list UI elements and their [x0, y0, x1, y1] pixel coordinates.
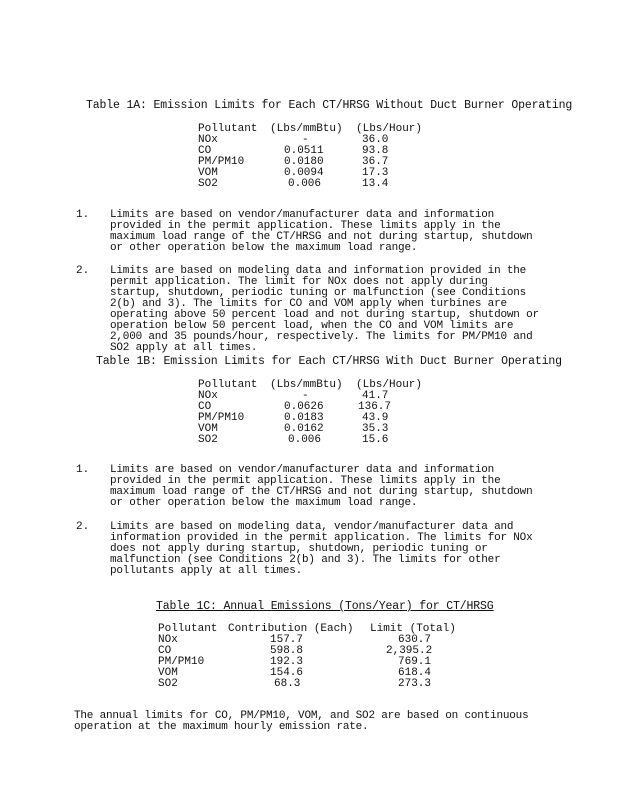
annual-footer-text: The annual limits for CO, PM/PM10, VOM, and SO2 are based on continuous operation at the maximum hourly emission rate.	[74, 710, 529, 733]
table-1b-title: Table 1B: Emission Limits for Each CT/HRSG With Duct Burner Operating	[96, 355, 562, 368]
note-text: Limits are based on modeling data, vendor/manufacturer data and information provided in the permit application. The limits for NOx does not apply during startup, shutdown, periodic tuning or malfunction (see Conditions 2(b) and 3). The limits for other pollutants apply at all times.	[110, 521, 533, 577]
hourly-cell: 13.4	[362, 178, 389, 190]
table-header-cell: (Lbs/mmBtu)	[270, 123, 343, 135]
contribution-cell: 598.8	[270, 645, 304, 657]
pollutant-cell: SO2	[198, 434, 218, 446]
table-header-cell: Pollutant	[198, 379, 258, 391]
rate-cell: 0.0183	[284, 412, 324, 424]
rate-cell: 0.0180	[284, 156, 324, 168]
table-1c-title: Table 1C: Annual Emissions (Tons/Year) for CT/HRSG	[156, 600, 494, 613]
contribution-cell: 68.3	[274, 678, 301, 690]
hourly-cell: 93.8	[362, 145, 389, 157]
pollutant-cell: CO	[158, 645, 172, 657]
table-1a-title: Table 1A: Emission Limits for Each CT/HRSG Without Duct Burner Operating	[86, 99, 573, 112]
rate-cell: -	[302, 134, 309, 146]
pollutant-cell: VOM	[198, 167, 218, 179]
pollutant-cell: NOx	[158, 634, 178, 646]
hourly-cell: 41.7	[362, 390, 389, 402]
table-header-cell: Contribution (Each)	[228, 623, 354, 635]
rate-cell: 0.006	[288, 178, 322, 190]
hourly-cell: 17.3	[362, 167, 389, 179]
note-text: Limits are based on vendor/manufacturer data and information provided in the permit application. These limits apply in the maximum load range of the CT/HRSG and not during startup, shutdown or other operation below the maximum load range.	[110, 209, 533, 254]
pollutant-cell: SO2	[198, 178, 218, 190]
hourly-cell: 36.7	[362, 156, 389, 168]
note-text: Limits are based on vendor/manufacturer data and information provided in the permit application. These limits apply in the maximum load range of the CT/HRSG and not during startup, shutdown or other operation below the maximum load range.	[110, 464, 533, 509]
table-1c	[158, 624, 478, 690]
note-text: Limits are based on modeling data and information provided in the permit application. The limit for NOx does not apply during startup, shutdown, periodic tuning or malfunction (see Conditions 2(b) and 3). The limits for CO and VOM apply when turbines are operating above 50 percent load and not during startup, shutdown or operation below 50 percent load, when the CO and VOM limits are 2,000 and 35 pounds/hour, respectively. The limits for PM/PM10 and SO2 apply at all times.	[110, 265, 539, 354]
note-number: 2.	[76, 521, 90, 533]
pollutant-cell: VOM	[158, 667, 178, 679]
pollutant-cell: VOM	[198, 423, 218, 435]
note-number: 1.	[76, 209, 90, 221]
table-header-cell: (Lbs/Hour)	[356, 379, 423, 391]
pollutant-cell: SO2	[158, 678, 178, 690]
table-1b	[198, 380, 438, 446]
pollutant-cell: NOx	[198, 134, 218, 146]
rate-cell: 0.0162	[284, 423, 324, 435]
contribution-cell: 154.6	[270, 667, 304, 679]
pollutant-cell: PM/PM10	[198, 412, 245, 424]
contribution-cell: 157.7	[270, 634, 304, 646]
limit-cell: 618.4	[398, 667, 432, 679]
pollutant-cell: PM/PM10	[198, 156, 245, 168]
limit-cell: 2,395.2	[386, 645, 433, 657]
rate-cell: 0.0626	[284, 401, 324, 413]
pollutant-cell: CO	[198, 145, 212, 157]
limit-cell: 273.3	[398, 678, 432, 690]
rate-cell: -	[302, 390, 309, 402]
pollutant-cell: PM/PM10	[158, 656, 205, 668]
table-header-cell: (Lbs/Hour)	[356, 123, 423, 135]
limit-cell: 769.1	[398, 656, 432, 668]
pollutant-cell: CO	[198, 401, 212, 413]
table-1a	[198, 124, 438, 190]
table-header-cell: Limit (Total)	[370, 623, 456, 635]
hourly-cell: 35.3	[362, 423, 389, 435]
table-row	[158, 679, 478, 690]
hourly-cell: 43.9	[362, 412, 389, 424]
table-header-cell: Pollutant	[158, 623, 218, 635]
hourly-cell: 136.7	[358, 401, 392, 413]
rate-cell: 0.006	[288, 434, 322, 446]
table-header-cell: Pollutant	[198, 123, 258, 135]
table-header-cell: (Lbs/mmBtu)	[270, 379, 343, 391]
table-1a-header-row	[198, 124, 438, 135]
rate-cell: 0.0511	[284, 145, 324, 157]
note-number: 1.	[76, 464, 90, 476]
table-row	[198, 179, 438, 190]
table-row	[198, 435, 438, 446]
hourly-cell: 15.6	[362, 434, 389, 446]
hourly-cell: 36.0	[362, 134, 389, 146]
limit-cell: 630.7	[398, 634, 432, 646]
rate-cell: 0.0094	[284, 167, 324, 179]
table-1b-header-row	[198, 380, 438, 391]
pollutant-cell: NOx	[198, 390, 218, 402]
note-number: 2.	[76, 265, 90, 277]
contribution-cell: 192.3	[270, 656, 304, 668]
